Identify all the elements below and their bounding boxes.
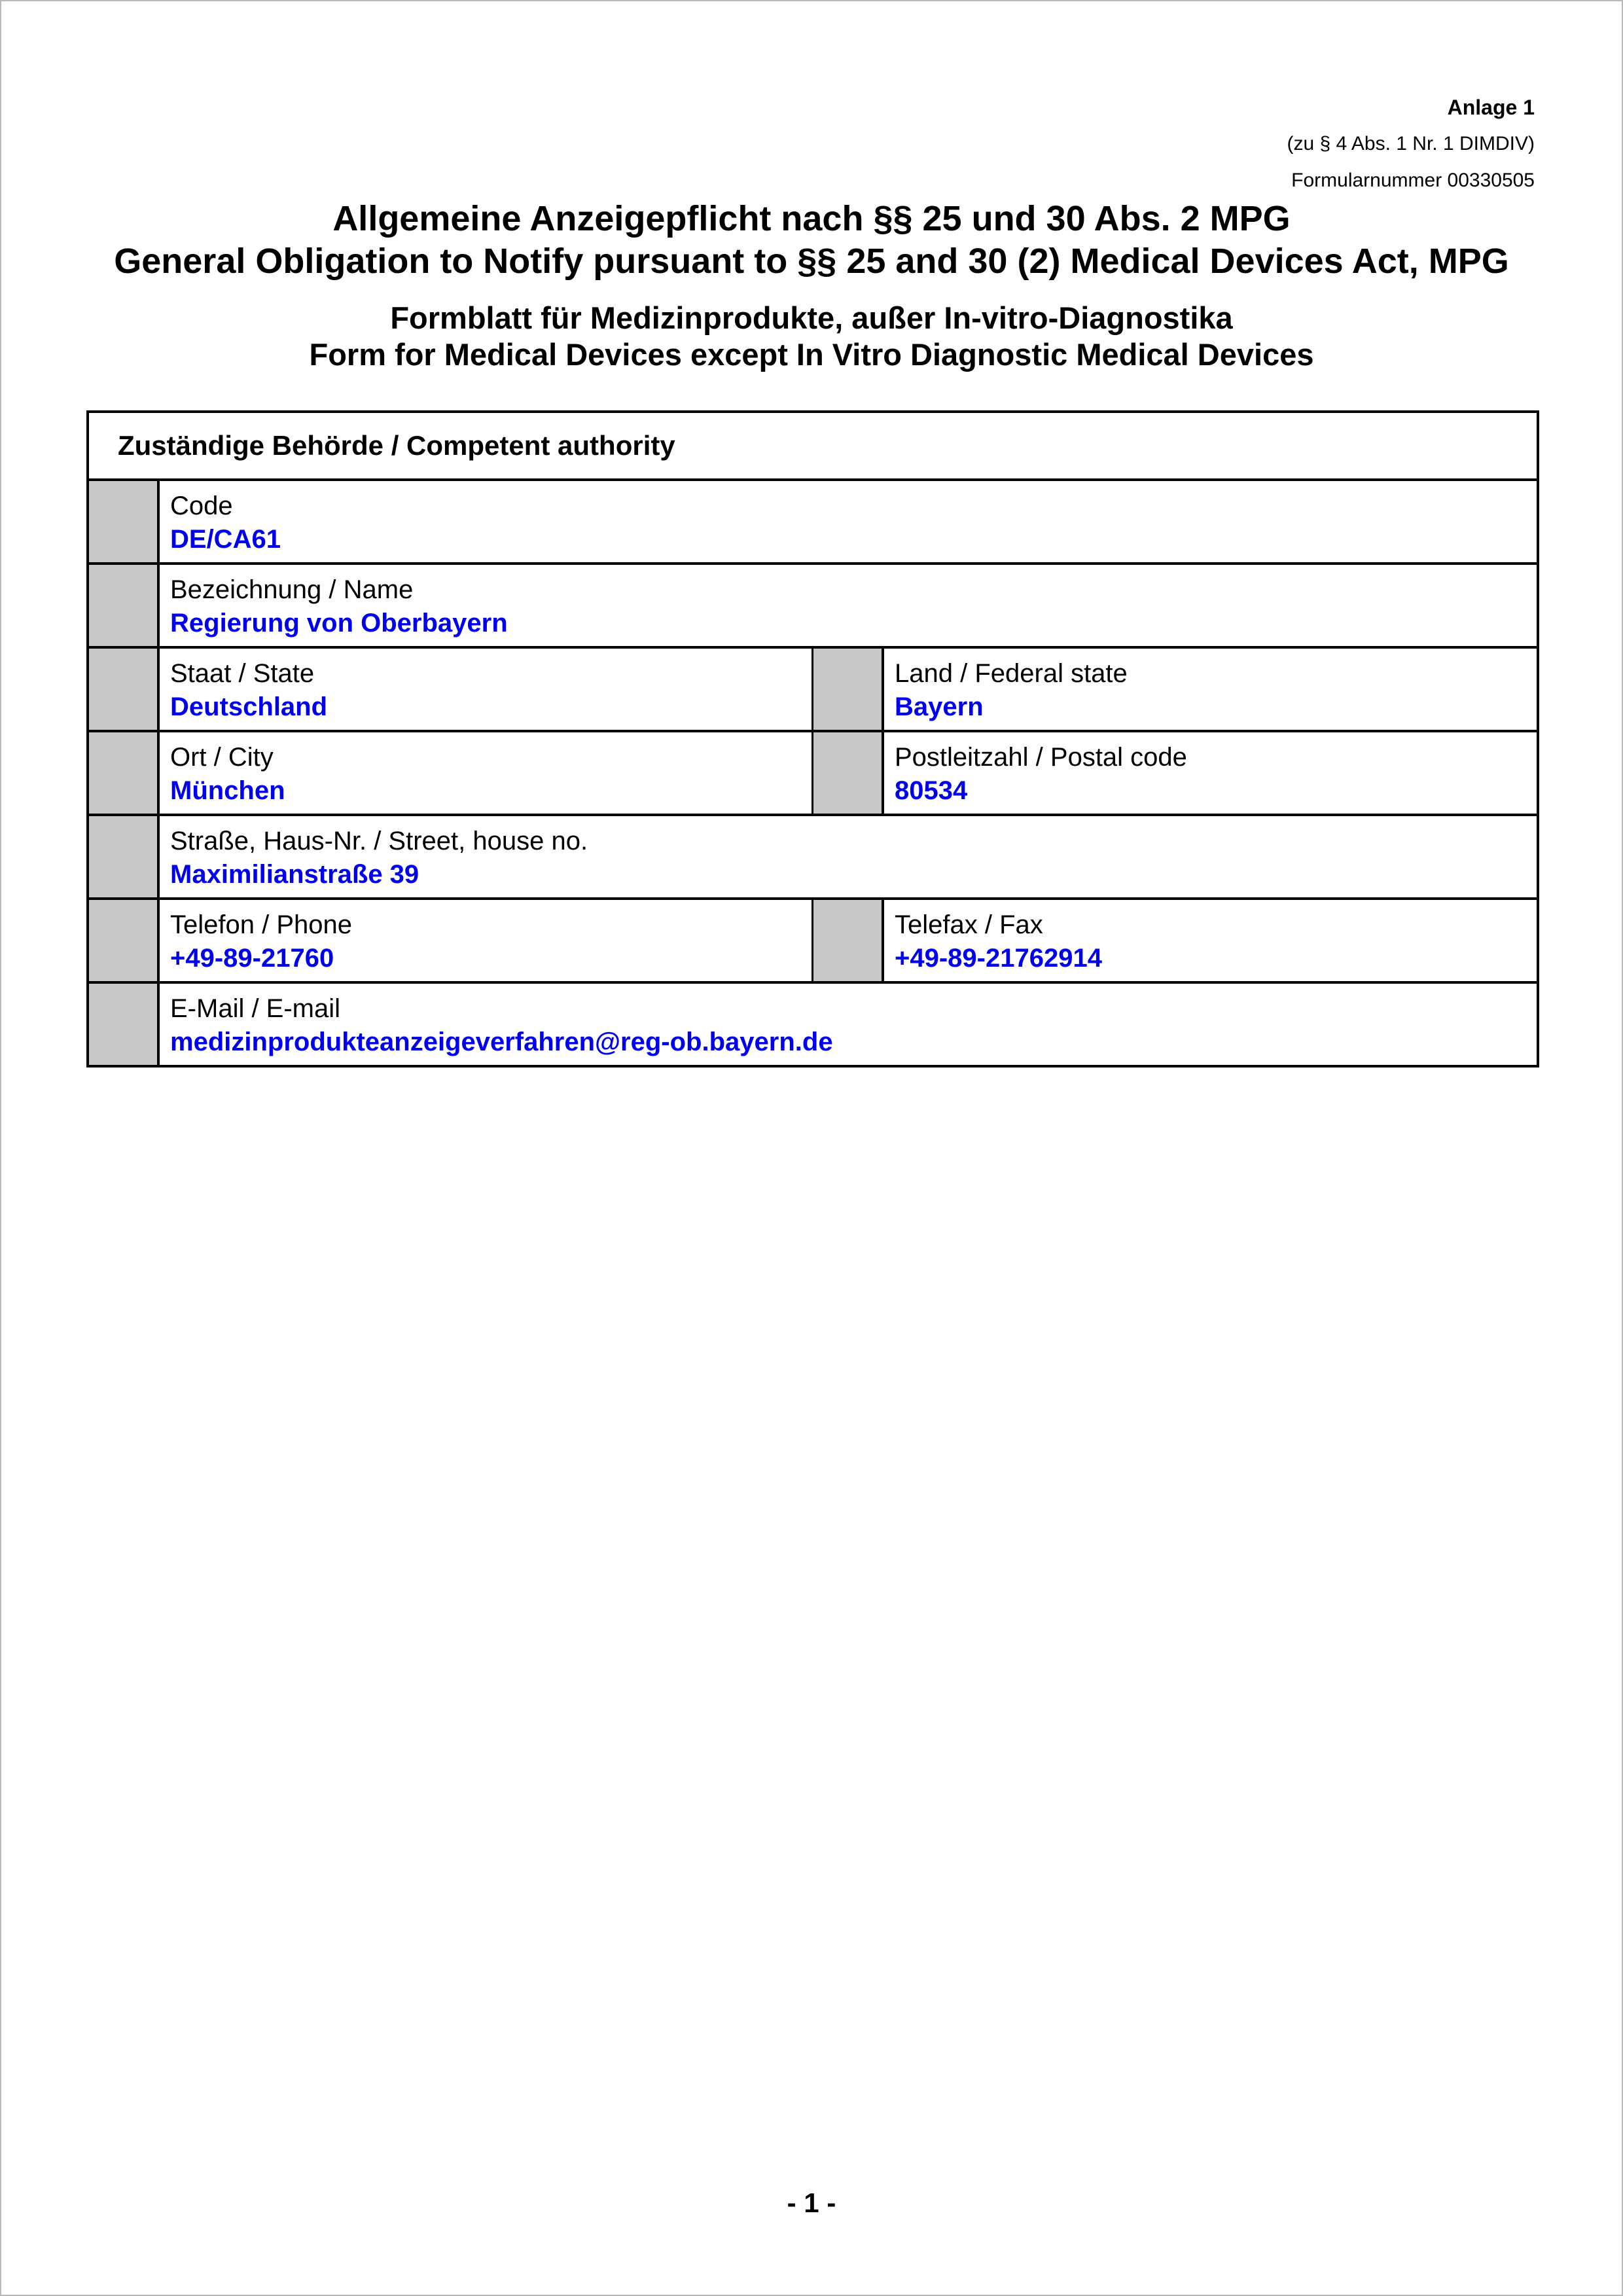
field-city-value: München	[170, 776, 285, 805]
field-name-label: Bezeichnung / Name	[170, 575, 414, 604]
document-subtitle	[1, 300, 1622, 373]
shaded-cell	[813, 732, 884, 814]
field-code-label: Code	[170, 492, 233, 520]
field-city-label: Ort / City	[170, 743, 274, 772]
table-row-email	[89, 981, 1537, 1065]
annex-label: Anlage 1	[1447, 96, 1535, 119]
field-email-label: E-Mail / E-mail	[170, 994, 341, 1023]
field-fax	[884, 900, 1537, 981]
field-federal-state-value: Bayern	[895, 692, 984, 721]
field-code	[160, 481, 1537, 562]
table-row-name	[89, 562, 1537, 646]
shaded-cell	[89, 732, 160, 814]
field-state-label: Staat / State	[170, 659, 315, 688]
shaded-cell	[89, 984, 160, 1065]
shaded-cell	[89, 565, 160, 646]
field-postal-code-label: Postleitzahl / Postal code	[895, 743, 1187, 772]
table-header: Zuständige Behörde / Competent authority	[118, 430, 675, 461]
subtitle-english: Form for Medical Devices except In Vitro Diagnostic Medical Devices	[309, 337, 1314, 372]
field-fax-label: Telefax / Fax	[895, 910, 1043, 939]
field-federal-state	[884, 649, 1537, 730]
field-name	[160, 565, 1537, 646]
annex-legal-reference: (zu § 4 Abs. 1 Nr. 1 DIMDIV)	[1287, 133, 1535, 154]
table-row-city	[89, 730, 1537, 814]
field-federal-state-label: Land / Federal state	[895, 659, 1128, 688]
field-postal-code-value: 80534	[895, 776, 968, 805]
document-title	[1, 198, 1622, 283]
shaded-cell	[89, 649, 160, 730]
shaded-cell	[813, 649, 884, 730]
subtitle-german: Formblatt für Medizinprodukte, außer In-vitro-Diagnostika	[390, 300, 1233, 335]
field-phone-label: Telefon / Phone	[170, 910, 352, 939]
shaded-cell	[89, 816, 160, 897]
shaded-cell	[89, 481, 160, 562]
annex-reference	[1287, 89, 1535, 199]
authority-table	[86, 410, 1539, 1067]
shaded-cell	[813, 900, 884, 981]
field-fax-value: +49-89-21762914	[895, 944, 1102, 973]
field-street	[160, 816, 1537, 897]
field-email	[160, 984, 1537, 1065]
field-street-value: Maximilianstraße 39	[170, 860, 419, 889]
field-code-value: DE/CA61	[170, 525, 281, 554]
field-postal-code	[884, 732, 1537, 814]
field-phone	[160, 900, 813, 981]
field-street-label: Straße, Haus-Nr. / Street, house no.	[170, 827, 588, 855]
page-number: - 1 -	[787, 2187, 836, 2218]
table-row-street	[89, 814, 1537, 897]
table-row-phone	[89, 897, 1537, 981]
field-state-value: Deutschland	[170, 692, 328, 721]
form-number: Formularnummer 00330505	[1291, 170, 1535, 191]
field-name-value: Regierung von Oberbayern	[170, 609, 508, 637]
title-german: Allgemeine Anzeigepflicht nach §§ 25 und 30 Abs. 2 MPG	[332, 199, 1291, 238]
table-row-code	[89, 478, 1537, 562]
title-english: General Obligation to Notify pursuant to §§ 25 and 30 (2) Medical Devices Act, MPG	[114, 242, 1509, 281]
field-city	[160, 732, 813, 814]
table-row-state	[89, 646, 1537, 730]
field-email-value: medizinprodukteanzeigeverfahren@reg-ob.bayern.de	[170, 1028, 833, 1056]
field-state	[160, 649, 813, 730]
field-phone-value: +49-89-21760	[170, 944, 334, 973]
shaded-cell	[89, 900, 160, 981]
